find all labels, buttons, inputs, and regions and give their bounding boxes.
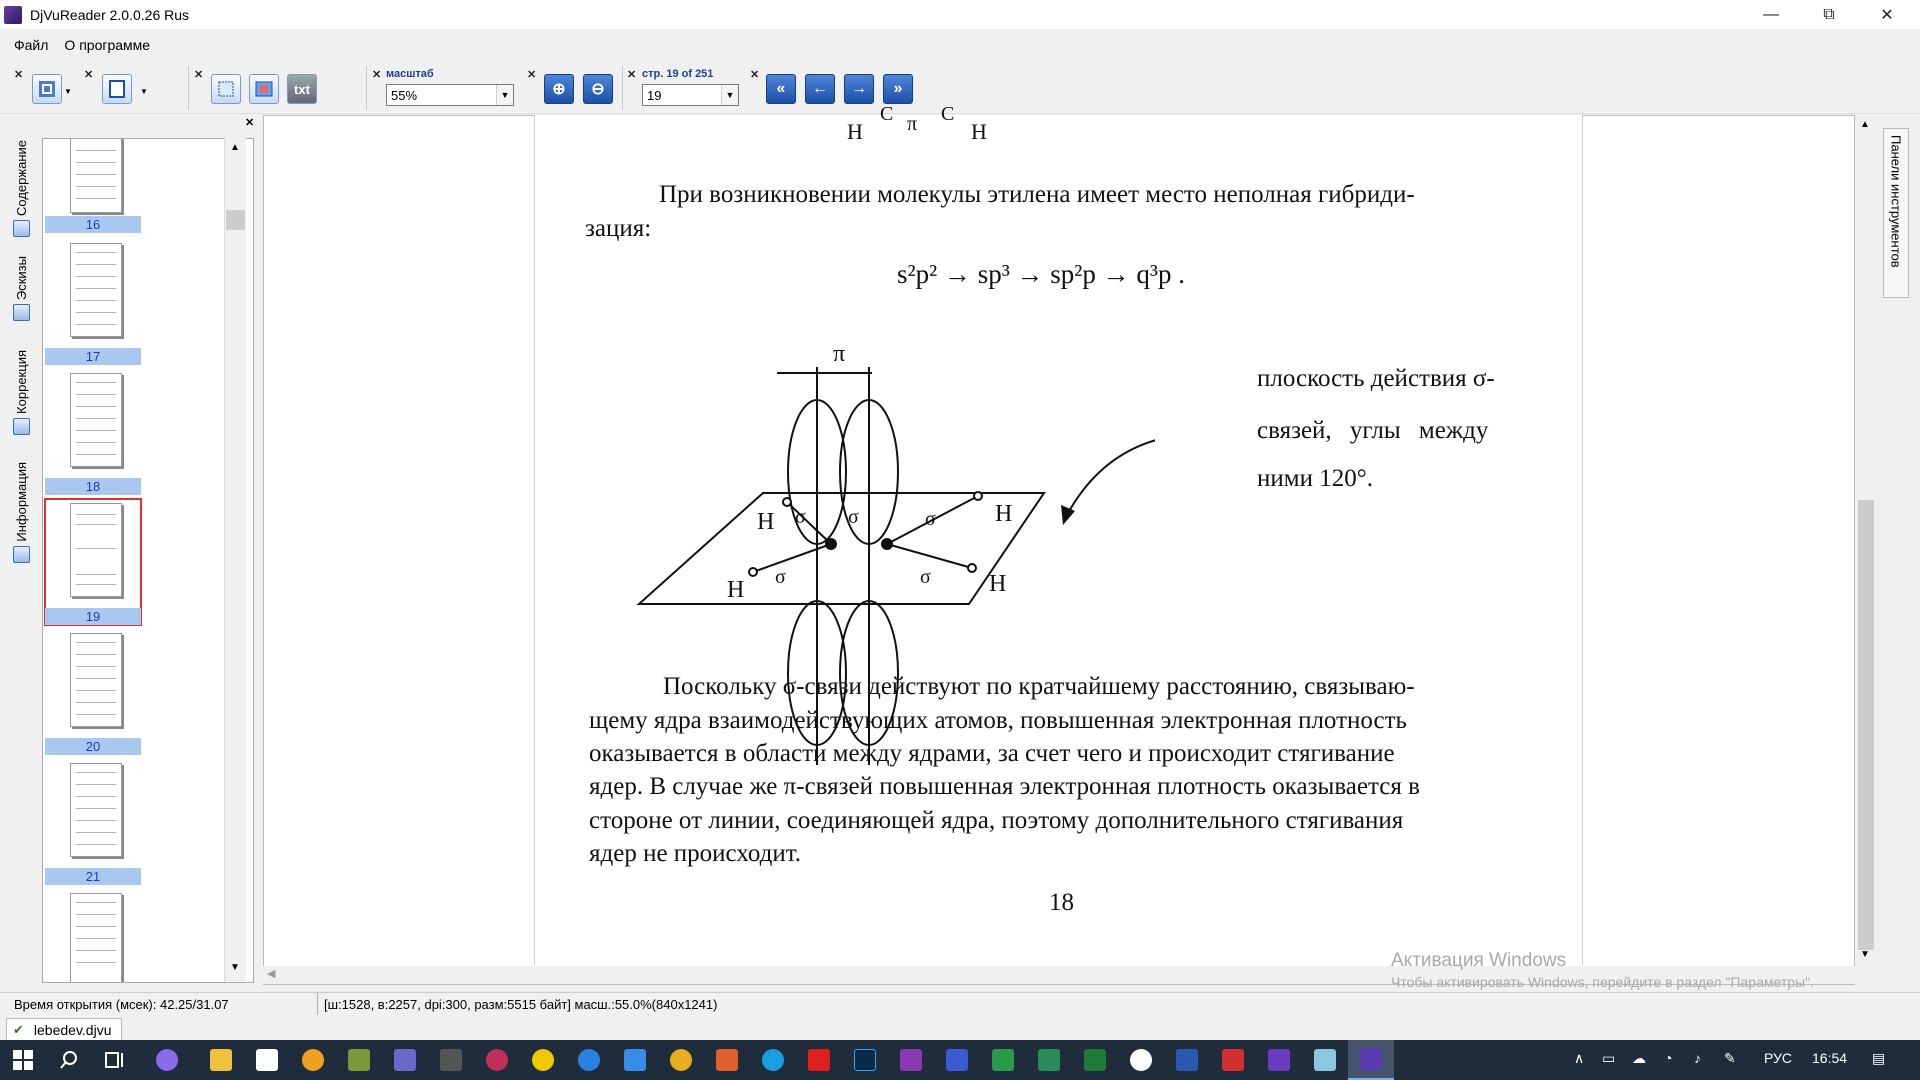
triangle-icon (532, 1049, 554, 1071)
page-layout-button[interactable] (102, 74, 132, 104)
paragraph-2-line-3: оказывается в области между ядрами, за счет чего и происходит стягивание (589, 740, 1395, 767)
scroll-up-icon[interactable]: ▲ (1860, 119, 1870, 130)
page-label: стр. 19 of 251 (642, 68, 714, 80)
svg-text:H: H (995, 501, 1013, 527)
document-info-status: [ш:1528, в:2257, dpi:300, разм:5515 байт] масш.:55.0%(840x1241) (324, 996, 718, 1012)
right-arrow-icon: → (851, 80, 867, 97)
view-mode-button[interactable] (32, 74, 62, 104)
thumbnail-page-16[interactable]: 16 (45, 139, 141, 233)
skype-icon (762, 1049, 784, 1071)
view-mode-icon (37, 79, 57, 99)
svg-text:H: H (989, 571, 1007, 597)
zoom-in-button[interactable] (544, 74, 574, 104)
taskbar-app-djvureader[interactable] (1348, 1040, 1394, 1080)
windows-logo-icon (13, 1050, 33, 1070)
thumbnail-page-20[interactable]: 20 (45, 629, 141, 755)
start-button[interactable] (0, 1040, 46, 1080)
zoom-in-icon: ⊕ (552, 81, 566, 98)
svg-text:σ: σ (795, 506, 806, 528)
close-button[interactable]: ✕ (1880, 6, 1894, 24)
info-icon (13, 546, 30, 563)
mail-icon (624, 1049, 646, 1071)
window-title: DjVuReader 2.0.0.26 Rus (30, 6, 190, 23)
last-page-button[interactable] (883, 74, 913, 104)
taskbar-app-visual-studio[interactable] (1256, 1040, 1302, 1080)
menu-about[interactable]: О программе (64, 36, 151, 53)
toolbar-group-close-icon[interactable]: ✕ (194, 69, 204, 81)
status-bar (0, 992, 1920, 1015)
activation-watermark-title: Активация Windows (1391, 950, 1567, 971)
thumbnail-page-18[interactable]: 18 (45, 369, 141, 495)
hybridization-formula: s²p² → sp³ → sp²p → q³p . (897, 259, 1185, 289)
scroll-left-icon[interactable]: ◀ (267, 968, 276, 980)
svg-text:σ: σ (775, 566, 786, 588)
taskbar-app-5[interactable] (474, 1040, 520, 1080)
notes-icon (1314, 1049, 1336, 1071)
scroll-down-icon[interactable]: ▼ (1860, 949, 1870, 960)
diagram-caption-line-3: ними 120°. (1257, 465, 1373, 492)
restore-button[interactable]: ⧉ (1823, 5, 1835, 23)
toolbar-group-close-icon[interactable]: ✕ (84, 69, 94, 81)
toolbar-group-close-icon[interactable]: ✕ (14, 69, 24, 81)
taskbar-app-pdf[interactable] (1210, 1040, 1256, 1080)
chrome-icon (670, 1049, 692, 1071)
tab-information[interactable]: Информация (8, 462, 34, 563)
activation-watermark-text: Чтобы активировать Windows, перейдите в раздел "Параметры". (1391, 974, 1814, 990)
svg-text:H: H (727, 577, 745, 603)
word-icon (1176, 1049, 1198, 1071)
prev-page-button[interactable] (805, 74, 835, 104)
scroll-down-icon[interactable]: ▼ (230, 962, 240, 973)
tab-thumbnails[interactable]: Эскизы (8, 256, 34, 321)
thumbnail-scrollbar[interactable] (224, 138, 246, 982)
yandex-icon (1130, 1049, 1152, 1071)
checkmark-icon: ✔ (13, 1021, 24, 1037)
svg-text:σ: σ (848, 506, 859, 528)
network-icon[interactable]: ◔ (1664, 1050, 1673, 1066)
thumbnail-page-21[interactable]: 21 (45, 759, 141, 885)
task-view-icon (104, 1050, 126, 1070)
zoom-out-icon: ⊖ (591, 81, 605, 98)
windows-taskbar (0, 1040, 1920, 1080)
edge-icon (578, 1049, 600, 1071)
scroll-thumb[interactable] (226, 210, 245, 230)
zoom-out-button[interactable] (583, 74, 613, 104)
document-tab[interactable] (6, 1018, 122, 1040)
title-bar (0, 0, 1920, 29)
onenote-icon (900, 1049, 922, 1071)
open-time-status: Время открытия (мсек): 42.25/31.07 (0, 993, 318, 1015)
zoom-select[interactable] (386, 84, 514, 106)
clock[interactable]: 16:54 (1812, 1050, 1848, 1066)
taskbar-app-6[interactable] (520, 1040, 566, 1080)
paragraph-2-line-5: стороне от линии, соединяющей ядра, поэтому дополнительного стягивания (589, 807, 1404, 834)
search-icon (59, 1050, 79, 1070)
image-icon (254, 79, 274, 99)
photoshop-icon (854, 1049, 876, 1071)
taskbar-app-acrobat[interactable] (796, 1040, 842, 1080)
taskbar-app-excel[interactable] (1072, 1040, 1118, 1080)
folder-icon (210, 1049, 232, 1071)
thumbnail-list (42, 138, 254, 983)
chevron-down-icon[interactable]: ▼ (496, 85, 513, 105)
ethylene-orbital-diagram (635, 315, 1155, 775)
paragraph-1-line-2: зация: (585, 215, 652, 242)
wrench-icon (13, 418, 30, 435)
thumbnails-icon (13, 304, 30, 321)
panel-close-icon[interactable]: ✕ (245, 117, 255, 129)
pen-icon[interactable]: ✎ (1724, 1050, 1736, 1066)
store-icon (256, 1049, 278, 1071)
feather-icon (348, 1049, 370, 1071)
tab-tool-panels[interactable]: Панели инструментов (1883, 128, 1909, 298)
scroll-thumb[interactable] (1858, 500, 1874, 950)
document-tab-bar (0, 1016, 1920, 1040)
floppy-icon (394, 1049, 416, 1071)
visual-studio-icon (1268, 1049, 1290, 1071)
language-indicator[interactable]: РУС (1764, 1050, 1793, 1066)
taskbar-app-mail[interactable] (612, 1040, 658, 1080)
taskbar-app-3[interactable] (382, 1040, 428, 1080)
paragraph-2-line-2: щему ядра взаимодействующих атомов, повышенная электронная плотность (589, 707, 1407, 734)
toolbar-group-close-icon[interactable]: ✕ (627, 69, 637, 81)
document-page: H C π C H При возникновении молекулы этилена имеет место неполная гибриди- зация: s²p² → sp³ → sp²p → q³p . π H H H H σ σ σ σ σ плоскость действия σ- связей, углы между ними 120°. Поскольку σ-связи действуют по кратчайшему расстоянию, связываю- щему ядра взаимодействующих атомов, повышенная электронная плотность оказывается в области между ядрами, за счет чего и происходит стягивание ядер. В случае же π-связей повышенная электронная плотность оказывается в стороне от линии, соединяющей ядра, поэтому дополнительного стягивания ядер не происходит. 18 (534, 115, 1583, 965)
rainbow-icon (486, 1049, 508, 1071)
page-value: 19 (647, 87, 662, 103)
taskbar-app-4[interactable] (428, 1040, 474, 1080)
taskbar-app-yandex[interactable] (1118, 1040, 1164, 1080)
paragraph-1-line-1: При возникновении молекулы этилена имеет место неполная гибриди- (659, 181, 1415, 208)
document-vertical-scrollbar[interactable] (1855, 115, 1877, 985)
diagram-caption-line-1: плоскость действия σ- (1257, 365, 1495, 392)
pdf-icon (1222, 1049, 1244, 1071)
cortana-icon (156, 1049, 178, 1071)
taskbar-app-2[interactable] (336, 1040, 382, 1080)
taskbar-app-photoshop[interactable] (842, 1040, 888, 1080)
battery-icon[interactable]: ▭ (1602, 1050, 1616, 1066)
zoom-label: масштаб (386, 68, 434, 80)
page-select[interactable] (642, 84, 739, 106)
left-arrow-icon: ← (812, 80, 828, 97)
thumbnail-page-17[interactable]: 17 (45, 239, 141, 365)
notifications-icon[interactable]: ▤ (1872, 1050, 1886, 1066)
scroll-up-icon[interactable]: ▲ (230, 142, 240, 153)
view-mode-dropdown-icon[interactable]: ▼ (64, 87, 72, 96)
svg-text:σ: σ (925, 508, 936, 530)
paragraph-2-line-1: Поскольку σ-связи действуют по кратчайшему расстоянию, связываю- (663, 673, 1415, 700)
tab-contents[interactable]: Содержание (8, 140, 34, 237)
search-button[interactable] (46, 1040, 92, 1080)
publisher-icon (992, 1049, 1014, 1071)
menu-file[interactable]: Файл (14, 36, 49, 53)
taskbar-app-publisher[interactable] (980, 1040, 1026, 1080)
taskbar-app-1[interactable] (290, 1040, 336, 1080)
volume-icon[interactable]: ♪ (1694, 1050, 1701, 1066)
page-icon (107, 79, 127, 99)
paragraph-2-line-6: ядер не происходит. (589, 840, 802, 867)
minimize-button[interactable]: — (1763, 5, 1779, 23)
taskbar-app-project[interactable] (1026, 1040, 1072, 1080)
document-tab-label: lebedev.djvu (33, 1021, 112, 1038)
toolbar-group-close-icon[interactable]: ✕ (372, 69, 382, 81)
first-page-button[interactable] (766, 74, 796, 104)
page-number: 18 (1049, 889, 1074, 916)
task-view-button[interactable] (92, 1040, 138, 1080)
taskbar-app-notes[interactable] (1302, 1040, 1348, 1080)
toolbar-group-close-icon[interactable]: ✕ (527, 69, 537, 81)
thumbnail-page-22[interactable] (45, 889, 141, 983)
taskbar-app-visio[interactable] (934, 1040, 980, 1080)
select-image-button[interactable] (249, 74, 279, 104)
tab-correction[interactable]: Коррекция (8, 350, 34, 435)
svg-text:H: H (757, 509, 775, 535)
taskbar-app-word[interactable] (1164, 1040, 1210, 1080)
excel-icon (1084, 1049, 1106, 1071)
taskbar-app-store[interactable] (244, 1040, 290, 1080)
taskbar-app-powerpoint[interactable] (704, 1040, 750, 1080)
powerpoint-icon (716, 1049, 738, 1071)
chevron-down-icon[interactable]: ▼ (721, 85, 738, 105)
double-right-arrow-icon: » (893, 80, 903, 97)
next-page-button[interactable] (844, 74, 874, 104)
tray-chevron-up-icon[interactable]: ∧ (1574, 1050, 1585, 1066)
taskbar-app-onenote[interactable] (888, 1040, 934, 1080)
contents-icon (13, 220, 30, 237)
taskbar-app-edge[interactable] (566, 1040, 612, 1080)
taskbar-app-cortana[interactable] (144, 1040, 190, 1080)
diagram-caption-line-2: связей, углы между (1257, 417, 1489, 444)
taskbar-app-explorer[interactable] (198, 1040, 244, 1080)
taskbar-app-chrome[interactable] (658, 1040, 704, 1080)
djvureader-icon (1360, 1048, 1382, 1070)
page-layout-dropdown-icon[interactable]: ▼ (140, 87, 148, 96)
toolbar (0, 60, 1920, 114)
text-mode-button[interactable]: txt (287, 74, 317, 104)
svg-text:π: π (833, 341, 846, 367)
visio-icon (946, 1049, 968, 1071)
lightning-icon (302, 1049, 324, 1071)
zoom-value: 55% (391, 87, 418, 103)
toolbar-group-close-icon[interactable]: ✕ (750, 69, 760, 81)
paragraph-2-line-4: ядер. В случае же π-связей повышенная электронная плотность оказывается в (589, 773, 1420, 800)
djvureader-app-icon (4, 6, 22, 24)
sidebar-tabs (8, 136, 36, 586)
acrobat-icon (808, 1049, 830, 1071)
project-icon (1038, 1049, 1060, 1071)
menu-bar (0, 29, 1920, 60)
svg-text:σ: σ (920, 566, 931, 588)
camera-icon (440, 1049, 462, 1071)
thumbnail-page-19[interactable]: 19 (45, 499, 141, 625)
onedrive-icon[interactable]: ☁ (1632, 1050, 1646, 1066)
select-rect-icon (216, 79, 236, 99)
select-area-button[interactable] (211, 74, 241, 104)
taskbar-app-skype[interactable] (750, 1040, 796, 1080)
double-left-arrow-icon: « (776, 80, 786, 97)
